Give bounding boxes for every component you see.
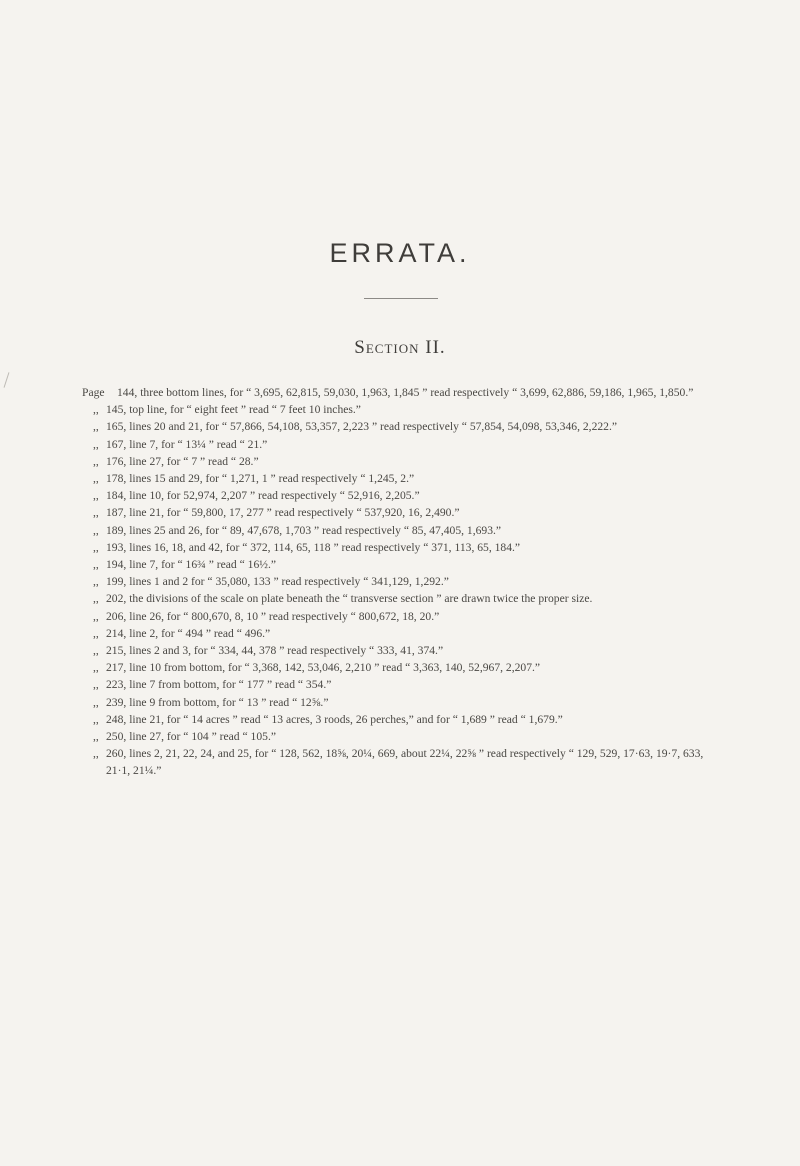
margin-pencil-mark — [4, 372, 10, 388]
errata-entry-text: 178, lines 15 and 29, for “ 1,271, 1 ” read respectively “ 1,245, 2.” — [106, 472, 415, 486]
ditto-mark: ,, — [93, 592, 99, 606]
ditto-mark: ,, — [93, 661, 99, 675]
errata-entry-text: 167, line 7, for “ 13¼ ” read “ 21.” — [106, 437, 268, 451]
errata-entry-text: 214, line 2, for “ 494 ” read “ 496.” — [106, 626, 271, 640]
errata-entry-text: 165, lines 20 and 21, for “ 57,866, 54,108, 53,357, 2,223 ” read respectively “ 57,854, 54,098, 53,346, 2,222.” — [106, 420, 618, 434]
errata-entry — [84, 711, 724, 728]
errata-entry-text: 144, three bottom lines, for “ 3,695, 62,815, 59,030, 1,963, 1,845 ” read respectively “ 3,699, 62,886, 59,186, 1,965, 1,850.” — [117, 386, 694, 399]
errata-entry — [84, 556, 724, 573]
errata-entry-text: 250, line 27, for “ 104 ” read “ 105.” — [106, 730, 276, 744]
errata-entry-text: 176, line 27, for “ 7 ” read “ 28.” — [106, 454, 259, 468]
divider-rule — [364, 298, 438, 299]
errata-entry-text: 217, line 10 from bottom, for “ 3,368, 142, 53,046, 2,210 ” read “ 3,363, 140, 52,967, 2,207.” — [106, 661, 541, 675]
errata-entry-text: 194, line 7, for “ 16¾ ” read “ 16½.” — [106, 558, 276, 572]
errata-entry — [84, 625, 724, 642]
ditto-mark: ,, — [93, 506, 99, 520]
ditto-mark: ,, — [93, 609, 99, 623]
ditto-mark: ,, — [93, 420, 99, 434]
errata-entry — [84, 676, 724, 693]
ditto-mark: ,, — [93, 558, 99, 572]
ditto-mark: ,, — [93, 540, 99, 554]
errata-entry — [84, 470, 724, 487]
errata-entry — [84, 504, 724, 521]
errata-entry-text: 206, line 26, for “ 800,670, 8, 10 ” read respectively “ 800,672, 18, 20.” — [106, 609, 440, 623]
errata-entry — [84, 522, 724, 539]
errata-entry — [84, 659, 724, 676]
errata-entry — [84, 539, 724, 556]
errata-entry — [84, 487, 724, 504]
ditto-mark: ,, — [93, 626, 99, 640]
errata-entry — [84, 745, 724, 779]
section-heading: Section II. — [354, 337, 446, 358]
errata-entry-text: 199, lines 1 and 2 for “ 35,080, 133 ” read respectively “ 341,129, 1,292.” — [106, 575, 449, 589]
errata-entry — [84, 436, 724, 453]
errata-entry — [84, 728, 724, 745]
errata-entry-text: 215, lines 2 and 3, for “ 334, 44, 378 ” read respectively “ 333, 41, 374.” — [106, 644, 444, 658]
ditto-mark: ,, — [93, 575, 99, 589]
errata-entry — [84, 401, 724, 418]
ditto-mark: ,, — [93, 695, 99, 709]
errata-entry — [84, 694, 724, 711]
errata-entry-text: 223, line 7 from bottom, for “ 177 ” read “ 354.” — [106, 678, 332, 692]
errata-entry-text: 145, top line, for “ eight feet ” read “ 7 feet 10 inches.” — [106, 403, 361, 417]
ditto-mark: ,, — [93, 678, 99, 692]
errata-entry — [84, 453, 724, 470]
ditto-mark: ,, — [93, 712, 99, 726]
ditto-mark: ,, — [93, 747, 99, 761]
ditto-mark: ,, — [93, 437, 99, 451]
errata-heading: ERRATA. — [329, 238, 471, 268]
page-label: Page — [82, 386, 105, 399]
errata-entry — [84, 608, 724, 625]
ditto-mark: ,, — [93, 489, 99, 503]
errata-entry-text: 248, line 21, for “ 14 acres ” read “ 13 acres, 3 roods, 26 perches,” and for “ 1,689 ” read “ 1,679.” — [106, 712, 563, 726]
errata-entry — [84, 418, 724, 435]
ditto-mark: ,, — [93, 472, 99, 486]
errata-entry — [84, 642, 724, 659]
errata-entry-text: 239, line 9 from bottom, for “ 13 ” read “ 12⅝.” — [106, 695, 329, 709]
ditto-mark: ,, — [93, 523, 99, 537]
errata-entry-text: 202, the divisions of the scale on plate beneath the “ transverse section ” are drawn twice the proper size. — [106, 592, 593, 606]
errata-entry-text: 189, lines 25 and 26, for “ 89, 47,678, 1,703 ” read respectively “ 85, 47,405, 1,693.” — [106, 523, 502, 537]
ditto-mark: ,, — [93, 730, 99, 744]
ditto-mark: ,, — [93, 403, 99, 417]
ditto-mark: ,, — [93, 644, 99, 658]
errata-entry — [84, 590, 724, 607]
errata-entry — [84, 384, 724, 401]
errata-entry-text: 260, lines 2, 21, 22, 24, and 25, for “ 128, 562, 18⅝, 20¼, 669, about 22¼, 22⅝ ” read respectively “ 129, 529, 17·63, 19·7, 633, 21·1, 21¼.” — [106, 747, 704, 778]
errata-entry — [84, 573, 724, 590]
errata-list — [84, 384, 724, 780]
errata-entry-text: 187, line 21, for “ 59,800, 17, 277 ” read respectively “ 537,920, 16, 2,490.” — [106, 506, 460, 520]
ditto-mark: ,, — [93, 454, 99, 468]
errata-entry-text: 193, lines 16, 18, and 42, for “ 372, 114, 65, 118 ” read respectively “ 371, 113, 65, 184.” — [106, 540, 521, 554]
errata-entry-text: 184, line 10, for 52,974, 2,207 ” read respectively “ 52,916, 2,205.” — [106, 489, 420, 503]
